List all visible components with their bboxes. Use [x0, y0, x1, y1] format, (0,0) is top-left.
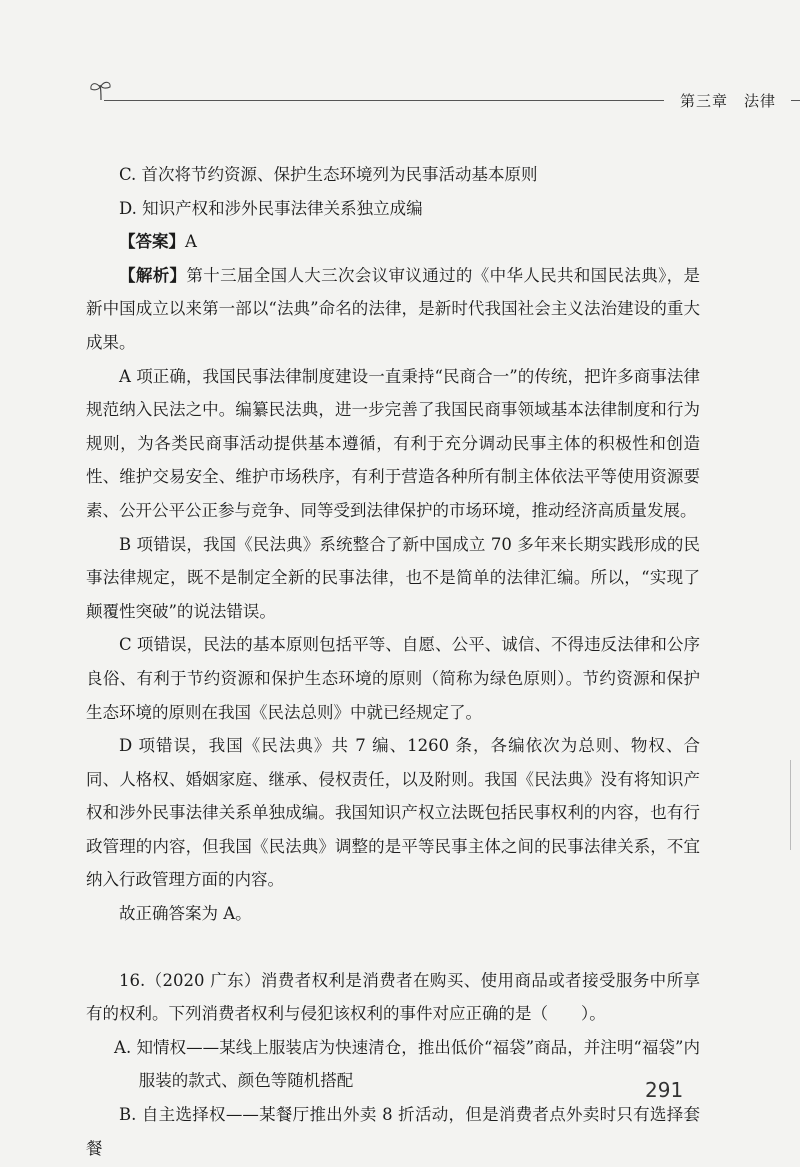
answer-value: A: [185, 232, 197, 252]
conclusion: 故正确答案为 A。: [119, 904, 252, 924]
option-c: C. 首次将节约资源、保护生态环境列为民事活动基本原则: [119, 165, 538, 184]
analysis-text: 第十三届全国人大三次会议审议通过的《中华人民共和国民法典》，是新中国成立以来第一部以“法典”命名的法律，是新时代我国社会主义法治建设的重大成果。: [86, 265, 701, 352]
question-16-option-a: A. 知情权——某线上服装店为快速清仓，推出低价“福袋”商品，并注明“福袋”内服装的款式、颜色等随机搭配: [114, 1037, 700, 1091]
paragraph-d: D 项错误，我国《民法典》共 7 编、1260 条，各编依次为总则、物权、合同、人格权、婚姻家庭、继承、侵权责任，以及附则。我国《民法典》没有将知识产权和涉外民事法律关系单独成编。我国知识产权立法既包括民事权利的内容，也有行政管理的内容，但我国《民法典》调整的是平等民事主体之间的民事法律关系，不宜纳入行政管理方面的内容。: [86, 736, 700, 890]
analysis-label: 【解析】: [119, 265, 187, 285]
option-d: D. 知识产权和涉外民事法律关系独立成编: [119, 198, 423, 218]
section-gap: [86, 931, 700, 964]
paragraph-b: B 项错误，我国《民法典》系统整合了新中国成立 70 多年来长期实践形成的民事法律规定，既不是制定全新的民事法律，也不是简单的法律汇编。所以，“实现了颠覆性突破”的说法错误。: [86, 534, 700, 621]
page-number: 291: [645, 1078, 684, 1102]
question-16-option-b: B. 自主选择权——某餐厅推出外卖 8 折活动，但是消费者点外卖时只有选择套餐: [86, 1105, 700, 1158]
chapter-title: 第三章 法律: [680, 92, 777, 110]
answer-label: 【答案】: [119, 232, 185, 252]
header-rule-left: [104, 100, 664, 101]
question-16: 16.（2020 广东）消费者权利是消费者在购买、使用商品或者接受服务中所享有的权利。下列消费者权利与侵犯该权利的事件对应正确的是（ ）。: [86, 970, 700, 1024]
sprout-icon: [88, 78, 114, 102]
answer-line: [86, 225, 700, 259]
scan-edge-mark: [790, 760, 791, 850]
header-rule-right: [791, 100, 800, 101]
paragraph-c: C 项错误，民法的基本原则包括平等、自愿、公平、诚信、不得违反法律和公序良俗、有利于节约资源和保护生态环境的原则（简称为绿色原则）。节约资源和保护生态环境的原则在我国《民法总则》中就已经规定了。: [86, 635, 700, 722]
page-body: [86, 158, 700, 1165]
running-header: [88, 78, 793, 108]
paragraph-a: A 项正确，我国民事法律制度建设一直秉持“民商合一”的传统，把许多商事法律规范纳入民法之中。编纂民法典，进一步完善了我国民商事领域基本法律制度和行为规则，为各类民商事活动提供基本遵循，有利于充分调动民事主体的积极性和创造性、维护交易安全、维护市场秩序，有利于营造各种所有制主体依法平等使用资源要素、公开公平公正参与竞争、同等受到法律保护的市场环境，推动经济高质量发展。: [86, 366, 700, 520]
analysis-paragraph: [86, 259, 700, 360]
